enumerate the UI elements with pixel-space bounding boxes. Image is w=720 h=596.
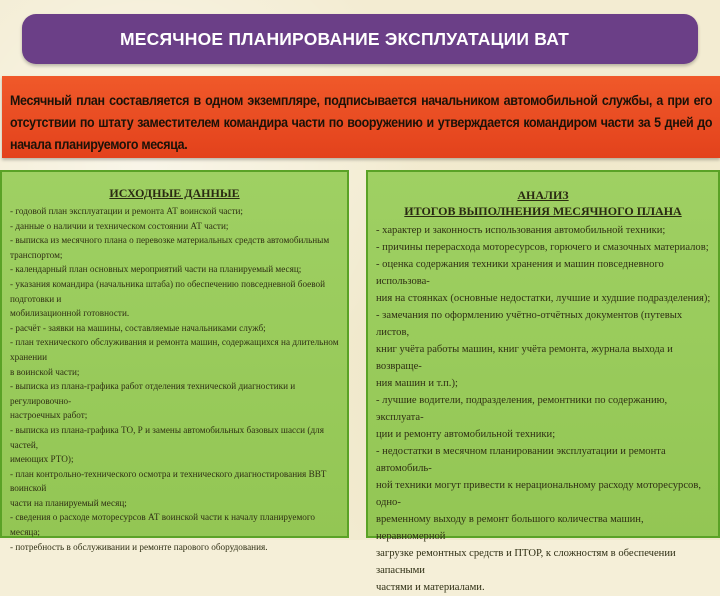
info-banner — [2, 76, 720, 158]
list-item: в воинской части; — [10, 366, 80, 377]
list-item: ния машин и т.п.); — [376, 378, 458, 389]
list-item: - причины перерасхода моторесурсов, горючего и смазочных материалов; — [376, 242, 709, 253]
list-item: - расчёт - заявки на машины, составляемые начальниками служб; — [10, 322, 266, 333]
list-item: - замечания по оформлению учётно-отчётных документов (путевых листов, — [376, 310, 683, 338]
list-item: - план технического обслуживания и ремонта машин, содержащихся на длительном хранении — [10, 337, 339, 362]
list-item: имеющих РТО); — [10, 454, 74, 465]
list-item: - указания командира (начальника штаба) по обеспечению повседневной боевой подготовки и — [10, 278, 326, 304]
list-item: - лучшие водители, подразделения, ремонтники по содержанию, эксплуата- — [376, 395, 668, 423]
list-item: настроечных работ; — [10, 410, 88, 421]
list-item: временному выходу в ремонт большого количества машин, неравномерной — [376, 514, 644, 542]
list-item: - оценка содержания техники хранения и машин повседневного использова- — [376, 259, 664, 287]
source-data-panel — [0, 170, 349, 552]
list-item: - выписка из плана-графика ТО, Р и замены автомобильных базовых шасси (для частей, — [10, 424, 324, 450]
list-item: - выписка из плана-графика работ отделения технической диагностики и регулировочно- — [10, 381, 296, 406]
list-item: - сведения о расходе моторесурсов АТ воинской части к началу планируемого месяца; — [10, 512, 315, 538]
list-item: - выписка из месячного плана о перевозке материальных средств автомобильным транспортом; — [10, 235, 330, 260]
banner-text: Месячный план составляется в одном экземпляре, подписывается начальником автомобильной службы, а при его отсутствии по штату заместителем командира части по вооружению и утверждается командиром части за 5 дней до начала планируемого месяца. — [10, 93, 713, 152]
list-item: книг учёта работы машин, книг учёта ремонта, журнала выхода и возвраще- — [376, 344, 673, 372]
list-item: - календарный план основных мероприятий части на планируемый месяц; — [10, 264, 302, 275]
list-item: ции и ремонту автомобильной техники; — [376, 429, 556, 440]
source-data-title: ИСХОДНЫЕ ДАННЫЕ — [109, 186, 240, 200]
source-data-list — [10, 204, 342, 554]
analysis-subtitle: ИТОГОВ ВЫПОЛНЕНИЯ МЕСЯЧНОГО ПЛАНА — [404, 204, 682, 218]
analysis-title: АНАЛИЗ — [517, 188, 569, 202]
page-title: МЕСЯЧНОЕ ПЛАНИРОВАНИЕ ЭКСПЛУАТАЦИИ ВАТ — [120, 28, 570, 49]
title-bar — [22, 14, 698, 64]
list-item: ной техники могут привести к нерациональному расходу моторесурсов, одно- — [376, 480, 701, 508]
list-item: - характер и законность использования автомобильной техники; — [376, 225, 666, 236]
analysis-panel — [366, 170, 720, 593]
list-item: - план контрольно-технического осмотра и технического диагностирования ВВТ воинской — [10, 468, 327, 494]
list-item: - данные о наличии и техническом состоянии АТ части; — [10, 220, 229, 231]
list-item: частями и материалами. — [376, 582, 485, 593]
list-item: - потребность в обслуживании и ремонте парового оборудования. — [10, 541, 268, 552]
list-item: - годовой план эксплуатации и ремонта АТ воинской части; — [10, 206, 243, 216]
list-item: - недостатки в месячном планировании эксплуатации и ремонта автомобиль- — [376, 446, 666, 474]
list-item: части на планируемый месяц; — [10, 497, 127, 508]
list-item: мобилизационной готовности. — [10, 308, 130, 319]
list-item: ния на стоянках (основные недостатки, лучшие и худшие подразделения); — [376, 293, 711, 304]
list-item: загрузке ремонтных средств и ПТОР, к сложностям в обеспечении запасными — [376, 548, 676, 576]
